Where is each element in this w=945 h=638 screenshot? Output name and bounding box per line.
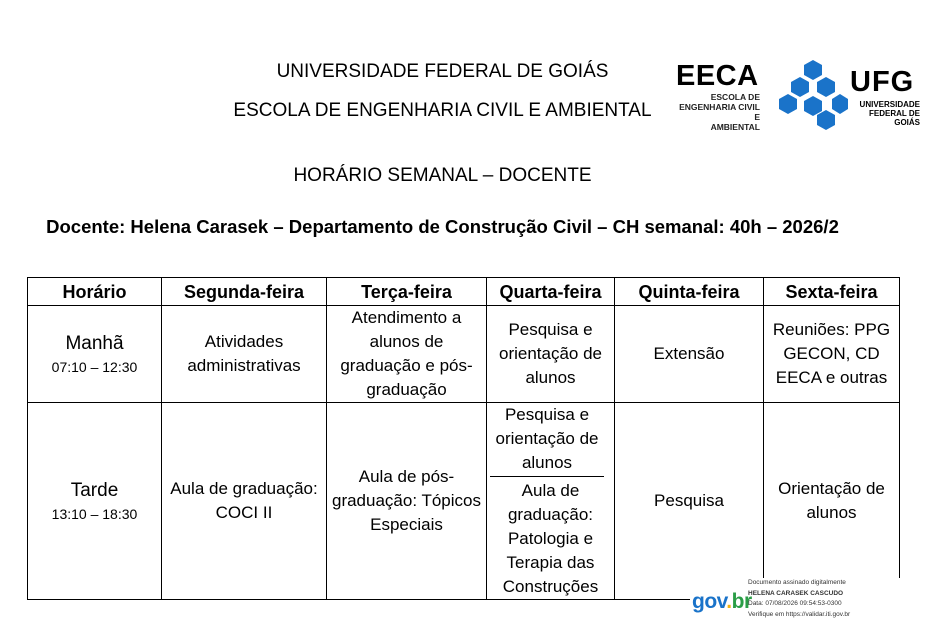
header-segunda: Segunda-feira <box>162 278 327 306</box>
eeca-logo <box>676 60 760 132</box>
afternoon-monday-cell: Aula de graduação: COCI II <box>162 403 327 600</box>
eeca-logo-text: EECA <box>676 60 759 92</box>
afternoon-shift-cell <box>28 403 162 600</box>
signature-verify-link[interactable]: Verifique em https://validar.iti.gov.br <box>748 610 851 618</box>
ufg-hexagons-icon <box>778 58 848 130</box>
govbr-logo-gov: gov <box>692 590 727 613</box>
govbr-logo-br: br <box>731 590 752 613</box>
afternoon-shift-time: 13:10 – 18:30 <box>51 506 138 522</box>
document-subtitle: HORÁRIO SEMANAL – DOCENTE <box>293 165 592 186</box>
afternoon-wednesday-cell <box>487 403 615 600</box>
morning-shift-name: Manhã <box>65 333 124 354</box>
signature-date: Data: 07/08/2026 09:54:53-0300 <box>748 600 842 607</box>
header-sexta: Sexta-feira <box>764 278 900 306</box>
afternoon-wednesday-top: Pesquisa e orientação de alunos <box>490 403 604 477</box>
docente-info: Docente: Helena Carasek – Departamento de Construção Civil – CH semanal: 40h – 2026/2 <box>46 216 839 237</box>
afternoon-shift-name: Tarde <box>70 480 119 501</box>
govbr-logo <box>692 590 752 614</box>
afternoon-friday-cell: Orientação de alunos <box>764 403 900 600</box>
table-header-row <box>28 278 900 306</box>
eeca-logo-line-1: ESCOLA DE <box>710 92 760 102</box>
morning-shift-time: 07:10 – 12:30 <box>51 359 138 375</box>
eeca-logo-line-2: ENGENHARIA CIVIL E <box>679 102 760 122</box>
morning-wednesday-cell: Pesquisa e orientação de alunos <box>487 306 615 403</box>
afternoon-thursday-cell: Pesquisa <box>615 403 764 600</box>
header-quarta: Quarta-feira <box>487 278 615 306</box>
govbr-logo-dot: . <box>726 590 732 613</box>
morning-thursday-cell: Extensão <box>615 306 764 403</box>
ufg-logo-text: UFG <box>850 66 915 98</box>
school-name: ESCOLA DE ENGENHARIA CIVIL E AMBIENTAL <box>233 100 652 121</box>
digital-signature-stamp <box>690 578 910 636</box>
header-terca: Terça-feira <box>327 278 487 306</box>
weekly-schedule-table <box>27 277 900 600</box>
signature-line-title: Documento assinado digitalmente <box>748 579 846 586</box>
morning-shift-cell <box>28 306 162 403</box>
ufg-logo-line-1: UNIVERSIDADE <box>859 100 920 109</box>
signature-details <box>748 578 850 620</box>
table-row-afternoon <box>28 403 900 600</box>
afternoon-tuesday-cell: Aula de pós-graduação: Tópicos Especiais <box>327 403 487 600</box>
morning-tuesday-cell: Atendimento a alunos de graduação e pós-graduação <box>327 306 487 403</box>
ufg-logo-lines <box>850 100 920 127</box>
signature-name: HELENA CARASEK CASCUDO <box>748 589 844 597</box>
ufg-logo-line-2: FEDERAL DE GOIÁS <box>869 109 920 127</box>
eeca-logo-line-3: AMBIENTAL <box>710 122 760 132</box>
university-name: UNIVERSIDADE FEDERAL DE GOIÁS <box>276 61 609 82</box>
ufg-logo <box>778 58 923 130</box>
morning-monday-cell: Atividades administrativas <box>162 306 327 403</box>
header-quinta: Quinta-feira <box>615 278 764 306</box>
morning-friday-cell: Reuniões: PPG GECON, CD EECA e outras <box>764 306 900 403</box>
header-horario: Horário <box>28 278 162 306</box>
afternoon-wednesday-bottom: Aula de graduação: Patologia e Terapia das Construções <box>502 481 599 596</box>
table-row-morning <box>28 306 900 403</box>
